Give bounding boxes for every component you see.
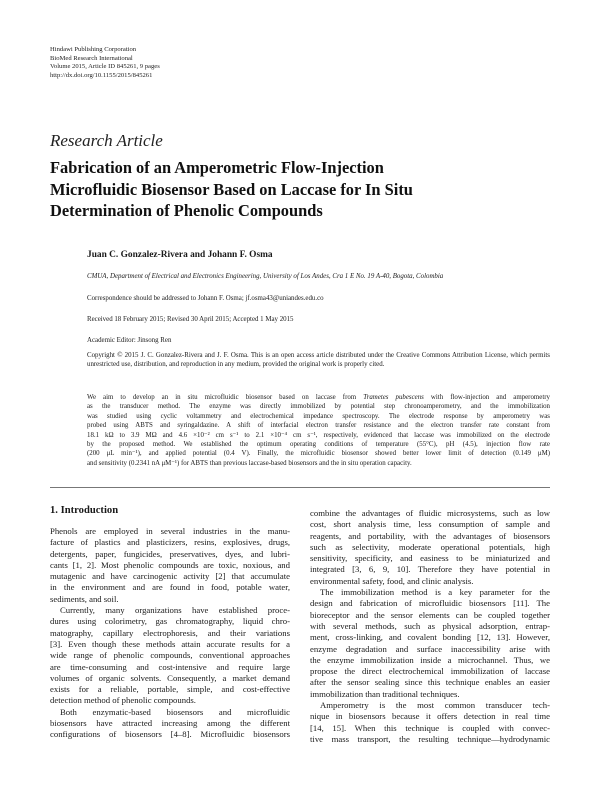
body-line: wide range of phenolic compounds, conventional approaches [50, 650, 290, 661]
body-line: facture of plastics and plasticizers, resins, explosives, drugs, [50, 537, 290, 548]
abstract-text: with flow-injection and amperometry [423, 394, 550, 401]
body-line: sediments, and soil. [50, 593, 119, 604]
body-line: configurations of biosensors [4–8]. Microfluidic biosensors [50, 729, 290, 740]
abstract-line [87, 393, 550, 402]
body-line: Both enzymatic-based biosensors and microfluidic [60, 706, 290, 717]
abstract-line: by the proposed method. We established the optimum operating conditions of temperature (55°C), pH (4.5), injection flow rate [87, 441, 550, 449]
right-column [310, 508, 550, 745]
article-type: Research Article [50, 131, 163, 150]
body-line: Phenols are employed in several industries in the manu- [50, 526, 290, 536]
abstract-line: as the transducer method. The enzyme was directly immobilized by potential step chronoamperometry, and the immobilization [87, 403, 550, 411]
body-line: tive mass transport, the resulting technique—hydrodynamic [310, 733, 550, 744]
affiliation: CMUA, Department of Electrical and Electronics Engineering, University of Los Andes, Cra 1 E No. 19 A-40, Bogota, Colombia [87, 273, 444, 280]
body-line: enzyme degradation and surface inaccessibility arise with [310, 643, 550, 654]
body-line: volumes of organic solvents. Consequently, a market demand [50, 672, 290, 683]
body-line: bioreceptor and the sensor elements can be coupled together [310, 609, 550, 620]
body-line: after the sensor sealing since this technique enables an easier [310, 677, 550, 688]
body-line: dures using colorimetry, gas chromatography, liquid chro- [50, 616, 290, 627]
body-line: design and fabrication of microfluidic biosensors [11]. The [310, 598, 550, 609]
body-line: Currently, many organizations have established proce- [60, 605, 290, 616]
paper-title [50, 157, 520, 222]
abstract-line: and sensitivity (0.2341 nA μM⁻¹) for ABTS than previous laccase-based biosensors and the in situ operation capacity. [87, 459, 412, 467]
body-line: biosensors have attracted increasing among the different [50, 718, 290, 729]
body-line: exists for a reliable, portable, simple, and cost-effective [50, 684, 290, 695]
body-line: detection method of phenolic compounds. [50, 695, 196, 706]
body-line: mutagenic and have carcinogenic activity [2] that accumulate [50, 571, 290, 582]
authors: Juan C. Gonzalez-Rivera and Johann F. Osma [87, 250, 273, 260]
body-line: The immobilization method is a key parameter for the [320, 587, 550, 598]
body-line: such as selectivity, moderate operational potentials, high [310, 541, 550, 552]
publication-info [50, 46, 160, 80]
abstract-line: was studied using cyclic voltammetry and electrochemical impedance spectroscopy. The electrode response by amperometry was [87, 412, 550, 420]
body-line: matography, capillary electrophoresis, and their variations [50, 627, 290, 638]
section-heading: 1. Introduction [50, 505, 119, 516]
body-line: cost, short analysis time, less consumption of sample and [310, 519, 550, 530]
body-line: nique in biosensors because it offers detection in real time [310, 711, 550, 722]
body-line: in the environment and are found in food, potable water, [50, 582, 290, 593]
body-line: [14, 15]. When this technique is coupled with convec- [310, 722, 550, 733]
abstract-text: We aim to develop an in situ microfluidic biosensor based on laccase from [87, 394, 364, 401]
body-line: Amperometry is the most common transducer tech- [320, 700, 550, 711]
copyright-notice: Copyright © 2015 J. C. Gonzalez-Rivera and J. F. Osma. This is an open access article distributed under the Creative Commons Attribution License, which permits unrestricted use, distribution, and reproduction in any medium, provided the original work is properly cited. [87, 352, 550, 369]
volume-info: Volume 2015, Article ID 845261, 9 pages [50, 63, 160, 71]
body-line: reagents, and portability, with the advantages of biosensors [310, 530, 550, 541]
species-name: Trametes pubescens [363, 394, 424, 401]
section-divider [50, 487, 550, 488]
body-line: [3]. Even though these methods attain accurate results for a [50, 638, 290, 649]
abstract-line: 18.1 kΩ to 3.9 MΩ and 4.6 ×10⁻² cm s⁻¹ to 2.1 ×10⁻⁴ cm s⁻¹, respectively, evidenced that laccase was immobilized on the electrode [87, 431, 550, 439]
body-line: sensitivity, specificity, and easiness to be miniaturized and [310, 553, 550, 564]
body-line: with several methods, such as physical adsorption, entrap- [310, 620, 550, 631]
abstract-line: probed using ABTS and syringaldazine. A shift of interfacial electron transfer resistance and the electron transfer rate constant from [87, 422, 550, 430]
academic-editor: Academic Editor: Jinsong Ren [87, 337, 172, 344]
body-line: cants [1, 2]. Most phenolic compounds are toxic, noxious, and [50, 559, 290, 570]
body-line: propose the direct electrochemical immobilization of laccase [310, 666, 550, 677]
body-line: are time-consuming and cost-intensive and require large [50, 661, 290, 672]
body-line: integrated [3, 6, 9, 10]. Therefore they have potential in [310, 564, 550, 575]
body-line: detergents, paper, fungicides, preservatives, dyes, and lubri- [50, 548, 290, 559]
title-line: Microfluidic Biosensor Based on Laccase for In Situ [50, 179, 413, 199]
title-line: Determination of Phenolic Compounds [50, 201, 323, 220]
received-dates: Received 18 February 2015; Revised 30 April 2015; Accepted 1 May 2015 [87, 316, 294, 323]
doi-link[interactable]: http://dx.doi.org/10.1155/2015/845261 [50, 71, 153, 79]
abstract [87, 393, 550, 468]
body-line: ment, cross-linking, and covalent bonding [12, 13]. However, [310, 632, 550, 643]
body-line: immobilization than traditional techniques. [310, 688, 460, 699]
body-line: environmental safety, food, and clinic analysis. [310, 575, 474, 586]
abstract-line: (200 μL min⁻¹), and applied potential (0.4 V). Finally, the microfluidic biosensor showed better lower limit of detection (0.149 μM) [87, 450, 550, 458]
title-line: Fabrication of an Amperometric Flow-Injection [50, 158, 384, 177]
journal-name: BioMed Research International [50, 54, 133, 62]
publisher-name: Hindawi Publishing Corporation [50, 46, 137, 53]
correspondence: Correspondence should be addressed to Johann F. Osma; jf.osma43@uniandes.edu.co [87, 295, 324, 302]
body-line: combine the advantages of fluidic microsystems, such as low [310, 508, 550, 518]
left-column [50, 505, 290, 741]
body-line: the enzyme immobilization inside a microchannel. Thus, we [310, 654, 550, 665]
